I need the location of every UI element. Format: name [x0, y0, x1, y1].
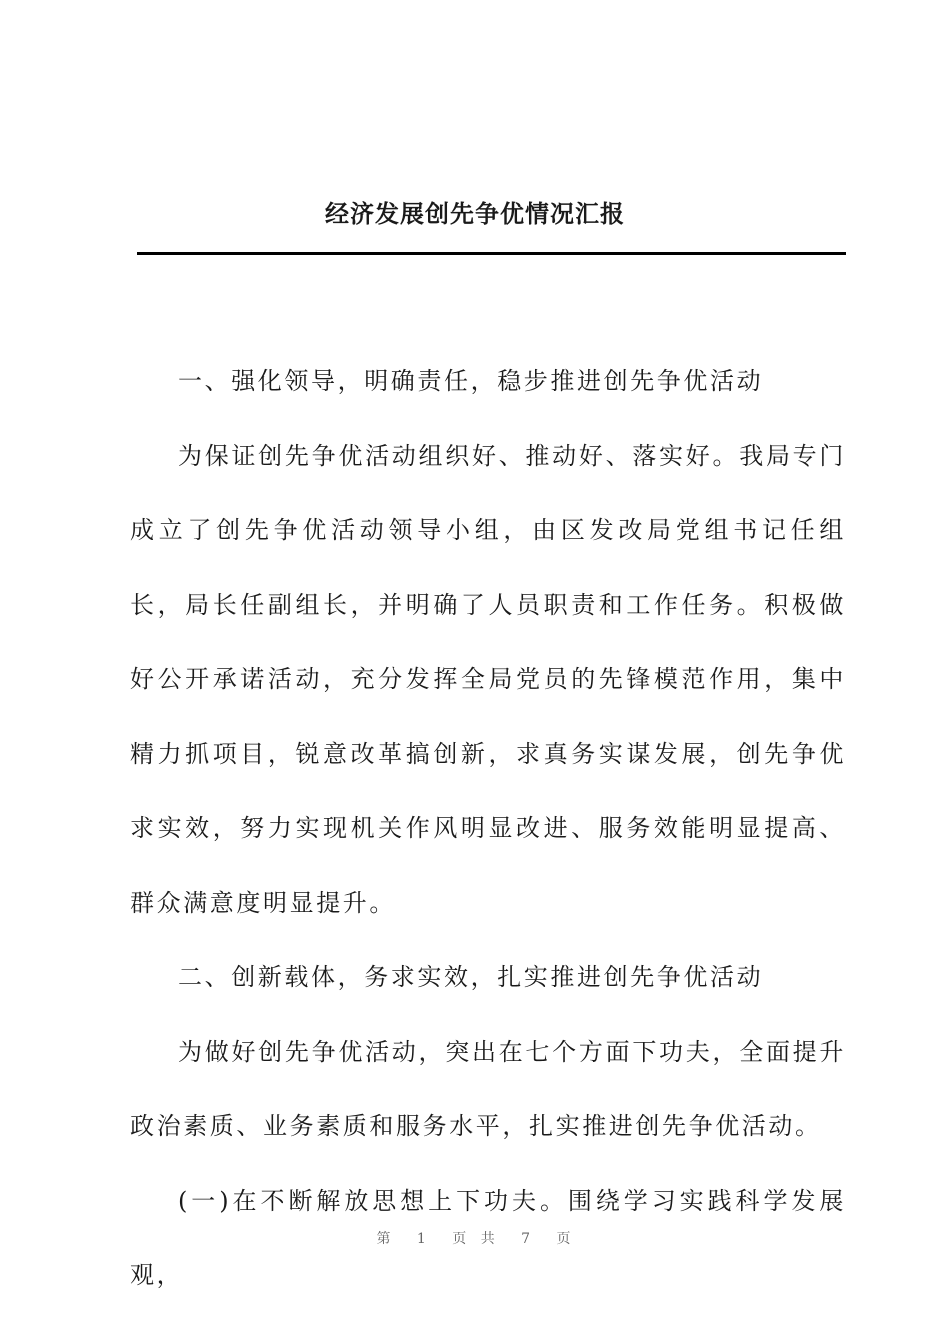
section-heading-1: 一、强化领导，明确责任，稳步推进创先争优活动: [178, 367, 764, 395]
document-body: [130, 344, 846, 1313]
footer-page-number: 1: [416, 1231, 429, 1247]
body-paragraph: 为做好创先争优活动，突出在七个方面下功夫，全面提升政治素质、业务素质和服务水平，扎实推进创先争优活动。: [130, 1037, 846, 1140]
page-footer: [0, 1228, 950, 1248]
page-title: 经济发展创先争优情况汇报: [325, 199, 625, 228]
footer-ye: 页: [556, 1231, 574, 1247]
body-paragraph: 为保证创先争优活动组织好、推动好、落实好。我局专门成立了创先争优活动领导小组，由区发改局党组书记任组长，局长任副组长，并明确了人员职责和工作任务。积极做好公开承诺活动，充分发挥全局党员的先锋模范作用，集中精力抓项目，锐意改革搞创新，求真务实谋发展，创先争优求实效，努力实现机关作风明显改进、服务效能明显提高、群众满意度明显提升。: [130, 441, 846, 917]
subsection-paragraph: (一)在不断解放思想上下功夫。围绕学习实践科学发展观，: [130, 1186, 846, 1289]
section-heading-2: 二、创新载体，务求实效，扎实推进创先争优活动: [178, 963, 764, 991]
title-divider: [137, 252, 846, 255]
footer-di: 第: [376, 1231, 394, 1247]
footer-total-pages: 7: [521, 1231, 534, 1247]
footer-ye-gong: 页 共: [452, 1231, 498, 1247]
